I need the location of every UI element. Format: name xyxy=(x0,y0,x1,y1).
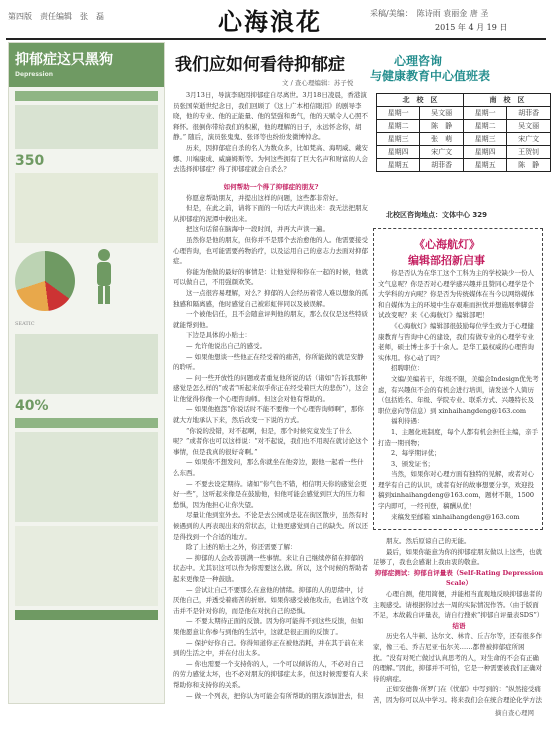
poster-subtitle: Depression xyxy=(15,71,53,78)
recruit-paragraph: 福利待遇： xyxy=(391,417,424,426)
table-cell: 星期一 xyxy=(377,107,420,120)
page-title: 心海浪花 xyxy=(218,8,322,36)
body-paragraph: 虽然你是他的朋友，但你并不是那个去治愈他的人。他需要接受心理咨询，也可能需要药物治疗，以及运用自己的意志力去面对抑郁症。 xyxy=(173,235,368,266)
recruit-paragraph: 1、主题化班制度，每个人都有机会担任主编，亲手打造一期刊物； xyxy=(378,427,539,447)
body-paragraph: 最后，如果你能意为你的抑郁症朋友做以上这些，也就足够了，我也会感谢上我由衷的敬意。 xyxy=(373,547,542,567)
section-heading-test: 抑郁症测试：抑郁自评量表（Self-Rating Depression Scale） xyxy=(374,568,544,588)
body-paragraph: “你说的没错，对不起啊，但是，那个时候究竟发生了什么呢？”或者你也可以这样说：“对不起说，我们也不用现在就讨论这个事情，但是我真的很好奇啊。” xyxy=(173,426,369,456)
poster-block-4 xyxy=(15,432,158,522)
poster-title: 抑郁症这只黑狗 xyxy=(15,52,113,68)
table-cell: 王贺钊 xyxy=(507,146,551,159)
table-cell: 星期四 xyxy=(463,146,506,159)
body-paragraph: 这一点很容易理解，对么？抑郁的人会经历着常人难以想象的孤独感和隔离感，他时感觉自己被彩虹伴同以及被误解。 xyxy=(173,288,368,308)
article-title: 我们应如何看待抑郁症 xyxy=(175,55,345,75)
table-cell: 宋广文 xyxy=(420,146,464,159)
body-paragraph: 你愿意帮助朋友，并提出这样的问题，这些都非常好。 xyxy=(186,193,342,202)
table-cell: 星期四 xyxy=(377,146,420,159)
table-cell: 吴文丽 xyxy=(420,107,464,120)
body-paragraph: — 允许他说出自己的感受。 xyxy=(186,341,267,350)
poster-pie-chart xyxy=(15,251,75,311)
recruit-paragraph: 来稿发至邮箱 xinhaihangdeng@163.com xyxy=(391,512,520,521)
header-divider xyxy=(6,38,546,40)
issue-date: 2015 年 4 月 19 日 xyxy=(435,23,508,32)
table-row xyxy=(377,133,551,146)
body-paragraph: — 你也需要一个支持你的人，一个可以倾诉的人，不必对自己的劳力感觉太坏，也不必对朋友的抑郁症太多，但这时候需要有人来帮助你和支持你的关系。 xyxy=(173,659,368,689)
page-header xyxy=(0,0,551,38)
body-paragraph: 但是，在此之前，请将下面的一句话大声读出来：我无法把朋友从抑郁症的泥潭中救出来。 xyxy=(173,204,368,223)
table-cell: 星期五 xyxy=(463,159,506,172)
body-paragraph: 心理自测，使用简便，并能相当直观地反映抑郁患者的主观感受。请根据你过去一周的实际情况作答。（由于版面不足，本故载自评量表，请自行搜索“抑郁自评量表SDS”） xyxy=(373,589,544,620)
recruit-paragraph: 招聘职位： xyxy=(391,364,424,373)
recruit-subtitle: 编辑部招新启事 xyxy=(408,254,485,267)
table-cell: 星期二 xyxy=(463,120,506,133)
body-paragraph: 正如安德鲁·所罗门在《忧郁》中写到的：“纵然接受痛苦，因为你可以从中学习。将来我们会在统合理论化学方法 xyxy=(373,685,542,704)
table-cell: 胡菲香 xyxy=(507,107,551,120)
body-paragraph: — 问一些开放性的问题或者重复他所说的话（诸如“告诉我那种感觉是怎么样的”或者“听起来似乎你正在经受着巨大的悲伤”），这会让他觉得你像一个心理咨询师。但这会对他有帮助的。 xyxy=(173,373,369,403)
body-paragraph: — 抑郁的人会改善别满一些事情。来让自己继续停留在抑郁的状态中。尤其识这可以作为你需要这么做。所以，这个时候的帮助者起来更像是一种鼓励。 xyxy=(173,553,368,583)
body-paragraph: — 不要太期待正面的反馈。因为你可能得不到这些反馈，但如果他愿意让你参与到他的生活中，这就是很正面的反馈了。 xyxy=(173,617,364,636)
staff-credits: 采稿/美编： 陈诗雨 袁丽金 唐 圣 xyxy=(370,9,489,18)
poster-bar xyxy=(15,91,158,101)
table-cell: 星期三 xyxy=(377,133,420,146)
body-paragraph: — 不要去设定期待。诸如“你气色不错，相信明天你的感觉会更好一些”，这听起来像是在鼓励他，但他可能会感觉到巨大的压力和愁惧，因为他担心让你失望。 xyxy=(173,479,367,509)
recruit-body xyxy=(378,268,540,523)
column-header-north: 北 校 区 xyxy=(377,94,464,107)
table-cell: 星期一 xyxy=(463,107,506,120)
body-paragraph: — 做一个列表，把你认为可能会有所帮助的朋友添加进去，但 xyxy=(186,691,364,700)
counseling-subtitle: 与健康教育中心值班表 xyxy=(370,69,491,83)
section-heading-help: 如何帮助一个得了抑郁症的朋友? xyxy=(223,183,319,191)
poster-chart-block xyxy=(15,173,158,243)
body-paragraph: — 如果他抱怨“你说话时不能不要像一个心理咨询师啊”，那你就大方地承认下来，然后改变一下说的方式。 xyxy=(173,405,364,425)
poster-bar-3 xyxy=(15,610,158,620)
person-figure-icon xyxy=(90,247,118,305)
body-paragraph: 历史名人牛顿、达尔文、林肯、丘吉尔等，还有很多作家，像三毛、乔吉尼亚·伍尔芙……都曾被抑郁症所困扰。“没有对死亡做过认真思考的人，对生命的不会有正确的理解。”因此，抑郁并不可怕，它是一种需要被我们正确对待的病症。 xyxy=(373,632,543,683)
recruit-paragraph: 《心海航灯》编辑部很鼓励每位学生致力于心理健康教育与咨询中心的建设，我们有做专业的心理学专业老师，硕士博士多于十余人。是华工最权威的心理咨询实体用。你心动了吗？ xyxy=(378,321,534,362)
edition-info: 第四版 责任编辑 张 磊 xyxy=(8,12,104,21)
body-paragraph: 把这句话留在脑海中一段时间，并再大声读一遍。 xyxy=(186,225,329,234)
poster-stat-1: 350 xyxy=(15,153,45,169)
table-cell: 宋广文 xyxy=(507,133,551,146)
poster-figure-label: SEATIC xyxy=(15,321,35,327)
source-credit: 摘自查心理网 xyxy=(495,709,534,717)
intro-paragraph: 3月13日，导演李晓因抑郁症自尽离世。3月18日凌晨，香港演员张国荣逝世纪念日，我们回顾了《这上广本相信眼泪》的剧导李晓，他的专业、他的正能量、他的坚强和勇气，他的天赋令人心照不释怀。很倒你带给我们的积累，他的理解的日子，永远怀念你，胡静。” 随后，演员张鬼鬼、张译等也纷纷发微博悼念。 xyxy=(173,91,368,142)
body-paragraph: — 如果他想谈一些他正在经受着的痛苦，你所能做的就是安静的聆听。 xyxy=(173,352,364,372)
table-cell: 星期五 xyxy=(377,159,420,172)
poster-bar-2 xyxy=(15,418,158,428)
poster-block-3 xyxy=(15,334,158,394)
table-row xyxy=(377,159,551,172)
table-cell: 星期三 xyxy=(463,133,506,146)
recruit-paragraph: 2、每学期评优； xyxy=(391,449,441,458)
article-intro xyxy=(173,90,369,180)
table-cell: 胡菲香 xyxy=(420,159,464,172)
table-header-row xyxy=(377,94,551,107)
body-paragraph: — 保护好你自己。你得知道你正在被他消耗，并在其于前在来到的生活之中，并在付出太多。 xyxy=(173,638,364,658)
table-row xyxy=(377,120,551,133)
intro-paragraph-2: 历来，因抑郁症自杀的名人为数众多，比如梵高、海明威、戴安娜、川端康成、威廉姆斯等。为何这些拥有了巨大名声和财富的人会去选择抑郁症？得了抑郁症就会自杀么？ xyxy=(173,143,368,174)
body-paragraph: — 尝试让自己不要那么在意他的情绪。抑郁的人的思绪中，讨厌他自己，并透受着痛苦的折磨。如果你感受被他攻击，也请这个攻击并不是针对你的，而是他在对抗自己的恐惧。 xyxy=(173,585,368,615)
poster-header xyxy=(9,43,164,87)
recruit-paragraph: 3、颁发证书； xyxy=(391,459,435,468)
counseling-title: 心理咨询 xyxy=(394,54,443,68)
counseling-address: 北校区咨询地点：文体中心 329 xyxy=(386,211,488,219)
body-paragraph: 尽量让他到室外去。不论是去公园或是花在街区散步，虽然有时候遇到的人再表现出来的常状态，让他更感觉到自己的缺失。所以还是得找到一个合适的地方。 xyxy=(173,511,368,541)
section-heading-conclusion: 结语 xyxy=(452,621,466,630)
duty-schedule-table xyxy=(376,93,551,172)
recruit-paragraph: 当然，如果你对心理方面有独特的见解，或者对心理学有自己的认识，或者有好的故事想要分享，欢迎投稿到xinhaihangdeng@163.com，题材不限，1500字内即可，一经刊登，稿酬从优！ xyxy=(378,470,535,511)
article-column-main xyxy=(173,182,369,702)
article-column-right xyxy=(373,536,545,704)
table-row xyxy=(377,146,551,159)
body-paragraph: — 如果你不想发问，那么你就坐在他旁边，跟他一起看一些什么东西。 xyxy=(173,458,364,478)
poster-image-block xyxy=(15,105,158,149)
table-cell: 陈 静 xyxy=(420,120,464,133)
recruit-title: 《心海航灯》 xyxy=(414,238,480,251)
table-cell: 张 萌 xyxy=(420,133,464,146)
table-cell: 吴文丽 xyxy=(507,120,551,133)
table-row xyxy=(377,107,551,120)
body-paragraph: 一个被他信任，且不会随意评判他的朋友，那么仅仅是这些特质就能帮到他。 xyxy=(173,310,368,329)
body-paragraph: 朋友。然后原谅自己的无能。 xyxy=(386,537,471,545)
recruit-paragraph: 文编/美编若干，年级不限，美编会Indesign优先考虑，有兴趣但不会的有机会进行培训，请发送个人简历（包括姓名、年级、学院专业、联系方式、兴趣特长及职位意向等信息）到 xinhaihangdeng@163.com xyxy=(378,374,539,415)
body-paragraph: 下边是具体的小贴士： xyxy=(186,331,251,340)
table-cell: 星期二 xyxy=(377,120,420,133)
column-header-south: 南 校 区 xyxy=(463,94,550,107)
table-cell: 陈 静 xyxy=(507,159,551,172)
poster-block-5 xyxy=(15,526,158,606)
body-paragraph: 除了上述的贴士之外，你还需要了解： xyxy=(186,543,297,552)
depression-poster xyxy=(8,42,165,704)
recruit-paragraph: 你是否认为在华工这个工科为主的学校缺少一份人文气息呢？你是否对心理学感兴趣并且赞同心理学是个大学科的方向呢？你是否为传统媒体在当今以网络媒体和自媒体为主的环境中生存艰难而担忧并想施展拳脚尝试改变呢？来《心海航灯》编辑部吧！ xyxy=(378,269,534,320)
poster-stat-2: 40% xyxy=(15,398,49,414)
article-author: 文 / 查心理编辑：苏子悦 xyxy=(282,79,354,87)
body-paragraph: 你能为他做的最好的事情是：让他觉得和你在一起的时候，他就可以做自己，不用强颜欢笑。 xyxy=(173,267,368,287)
